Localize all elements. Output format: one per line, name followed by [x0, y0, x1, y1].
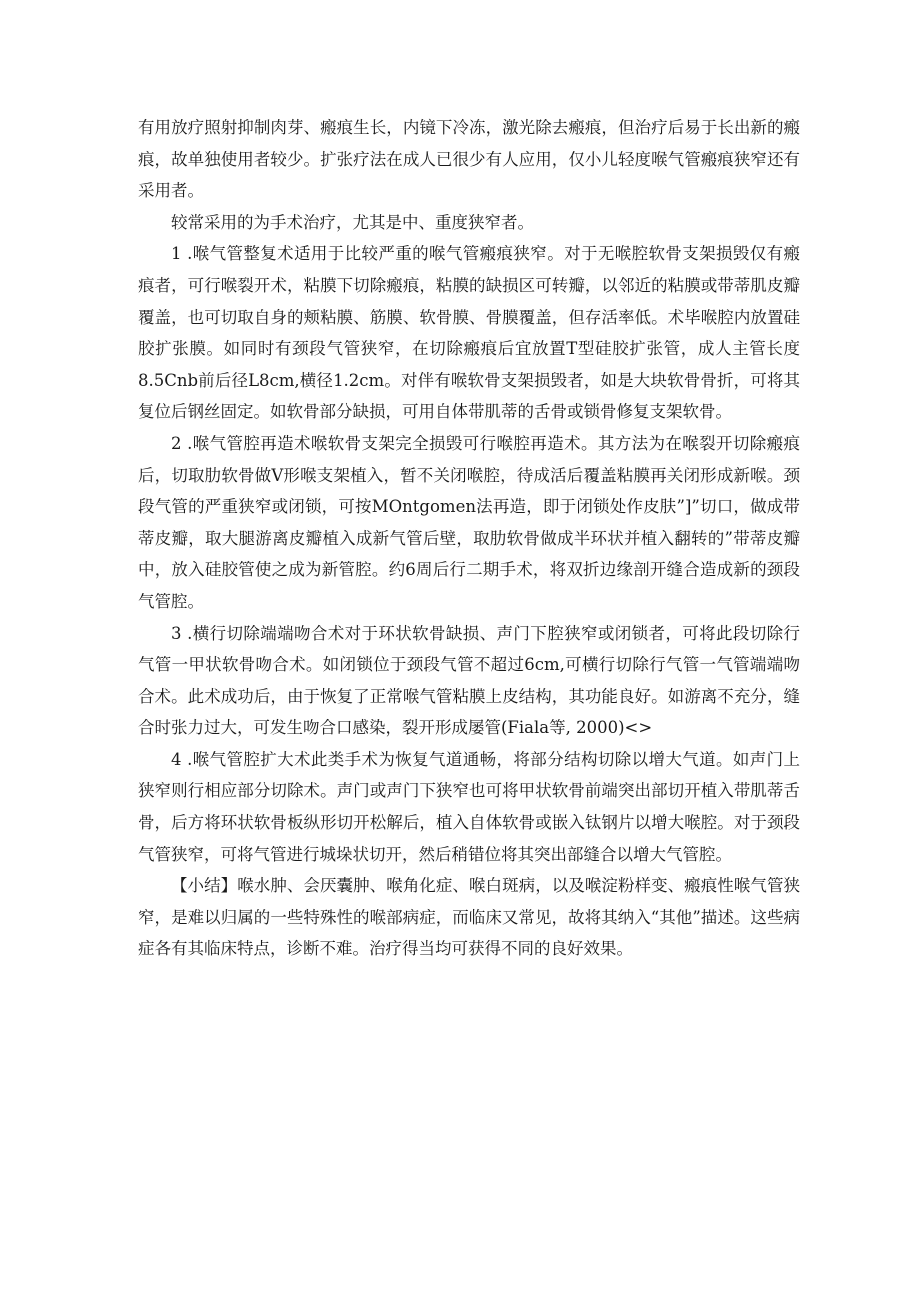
- paragraph-radiotherapy-continuation: 有用放疗照射抑制肉芽、瘢痕生长，内镜下冷冻，激光除去瘢痕，但治疗后易于长出新的瘢痕，故单独使用者较少。扩张疗法在成人已很少有人应用，仅小儿轻度喉气管瘢痕狭窄还有采用者。: [138, 118, 800, 201]
- paragraph-summary: 【小结】喉水肿、会厌囊肿、喉角化症、喉白斑病，以及喉淀粉样变、瘢痕性喉气管狭窄，是难以归属的一些特殊性的喉部病症，而临床又常见，故将其纳入“其他”描述。这些病症各有其临床特点，诊断不难。治疗得当均可获得不同的良好效果。: [138, 876, 800, 959]
- paragraph-laryngeal-reconstruction: 2 .喉气管腔再造术喉软骨支架完全损毁可行喉腔再造术。其方法为在喉裂开切除瘢痕后，切取肋软骨做V形喉支架植入，暂不关闭喉腔，待成活后覆盖粘膜再关闭形成新喉。颈段气管的严重狭窄或闭锁，可按MOntgomen法再造，即于闭锁处作皮肤”]”切口，做成带蒂皮瓣，取大腿游离皮瓣植入成新气管后壁，取肋软骨做成半环状并植入翻转的”带蒂皮瓣中，放入硅胶管使之成为新管腔。约6周后行二期手术，将双折边缘剖开缝合造成新的颈段气管腔。: [138, 433, 800, 611]
- paragraph-surgical-intro: 较常采用的为手术治疗，尤其是中、重度狭窄者。: [171, 212, 534, 232]
- paragraph-resection-anastomosis: 3 .横行切除端端吻合术对于环状软骨缺损、声门下腔狭窄或闭锁者，可将此段切除行气管一甲状软骨吻合术。如闭锁位于颈段气管不超过6cm,可横行切除行气管一气管端端吻合术。此术成功后，由于恢复了正常喉气管粘膜上皮结构，其功能良好。如游离不充分，缝合时张力过大，可发生吻合口感染，裂开形成屡管(Fiala等, 2000)<>: [138, 623, 800, 738]
- paragraph-laryngotracheal-repair: 1 .喉气管整复术适用于比较严重的喉气管瘢痕狭窄。对于无喉腔软骨支架损毁仅有瘢痕者，可行喉裂开术，粘膜下切除瘢痕，粘膜的缺损区可转瓣，以邻近的粘膜或带蒂肌皮瓣覆盖，也可切取自身的颊粘膜、筋膜、软骨膜、骨膜覆盖，但存活率低。术毕喉腔内放置硅胶扩张膜。如同时有颈段气管狭窄，在切除瘢痕后宜放置T型硅胶扩张管，成人主管长度8.5Cnb前后径L8cm,横径1.2cm。对伴有喉软骨支架损毁者，如是大块软骨骨折，可将其复位后钢丝固定。如软骨部分缺损，可用自体带肌蒂的舌骨或锁骨修复支架软骨。: [138, 244, 800, 422]
- document-body: [138, 112, 800, 965]
- paragraph-lumen-enlargement: 4 .喉气管腔扩大术此类手术为恢复气道通畅，将部分结构切除以增大气道。如声门上狭窄则行相应部分切除术。声门或声门下狭窄也可将甲状软骨前端突出部切开植入带肌蒂舌骨，后方将环状软骨板纵形切开松解后，植入自体软骨或嵌入钛钢片以增大喉腔。对于颈段气管狭窄，可将气管进行城垛状切开，然后稍错位将其突出部缝合以增大气管腔。: [138, 749, 800, 864]
